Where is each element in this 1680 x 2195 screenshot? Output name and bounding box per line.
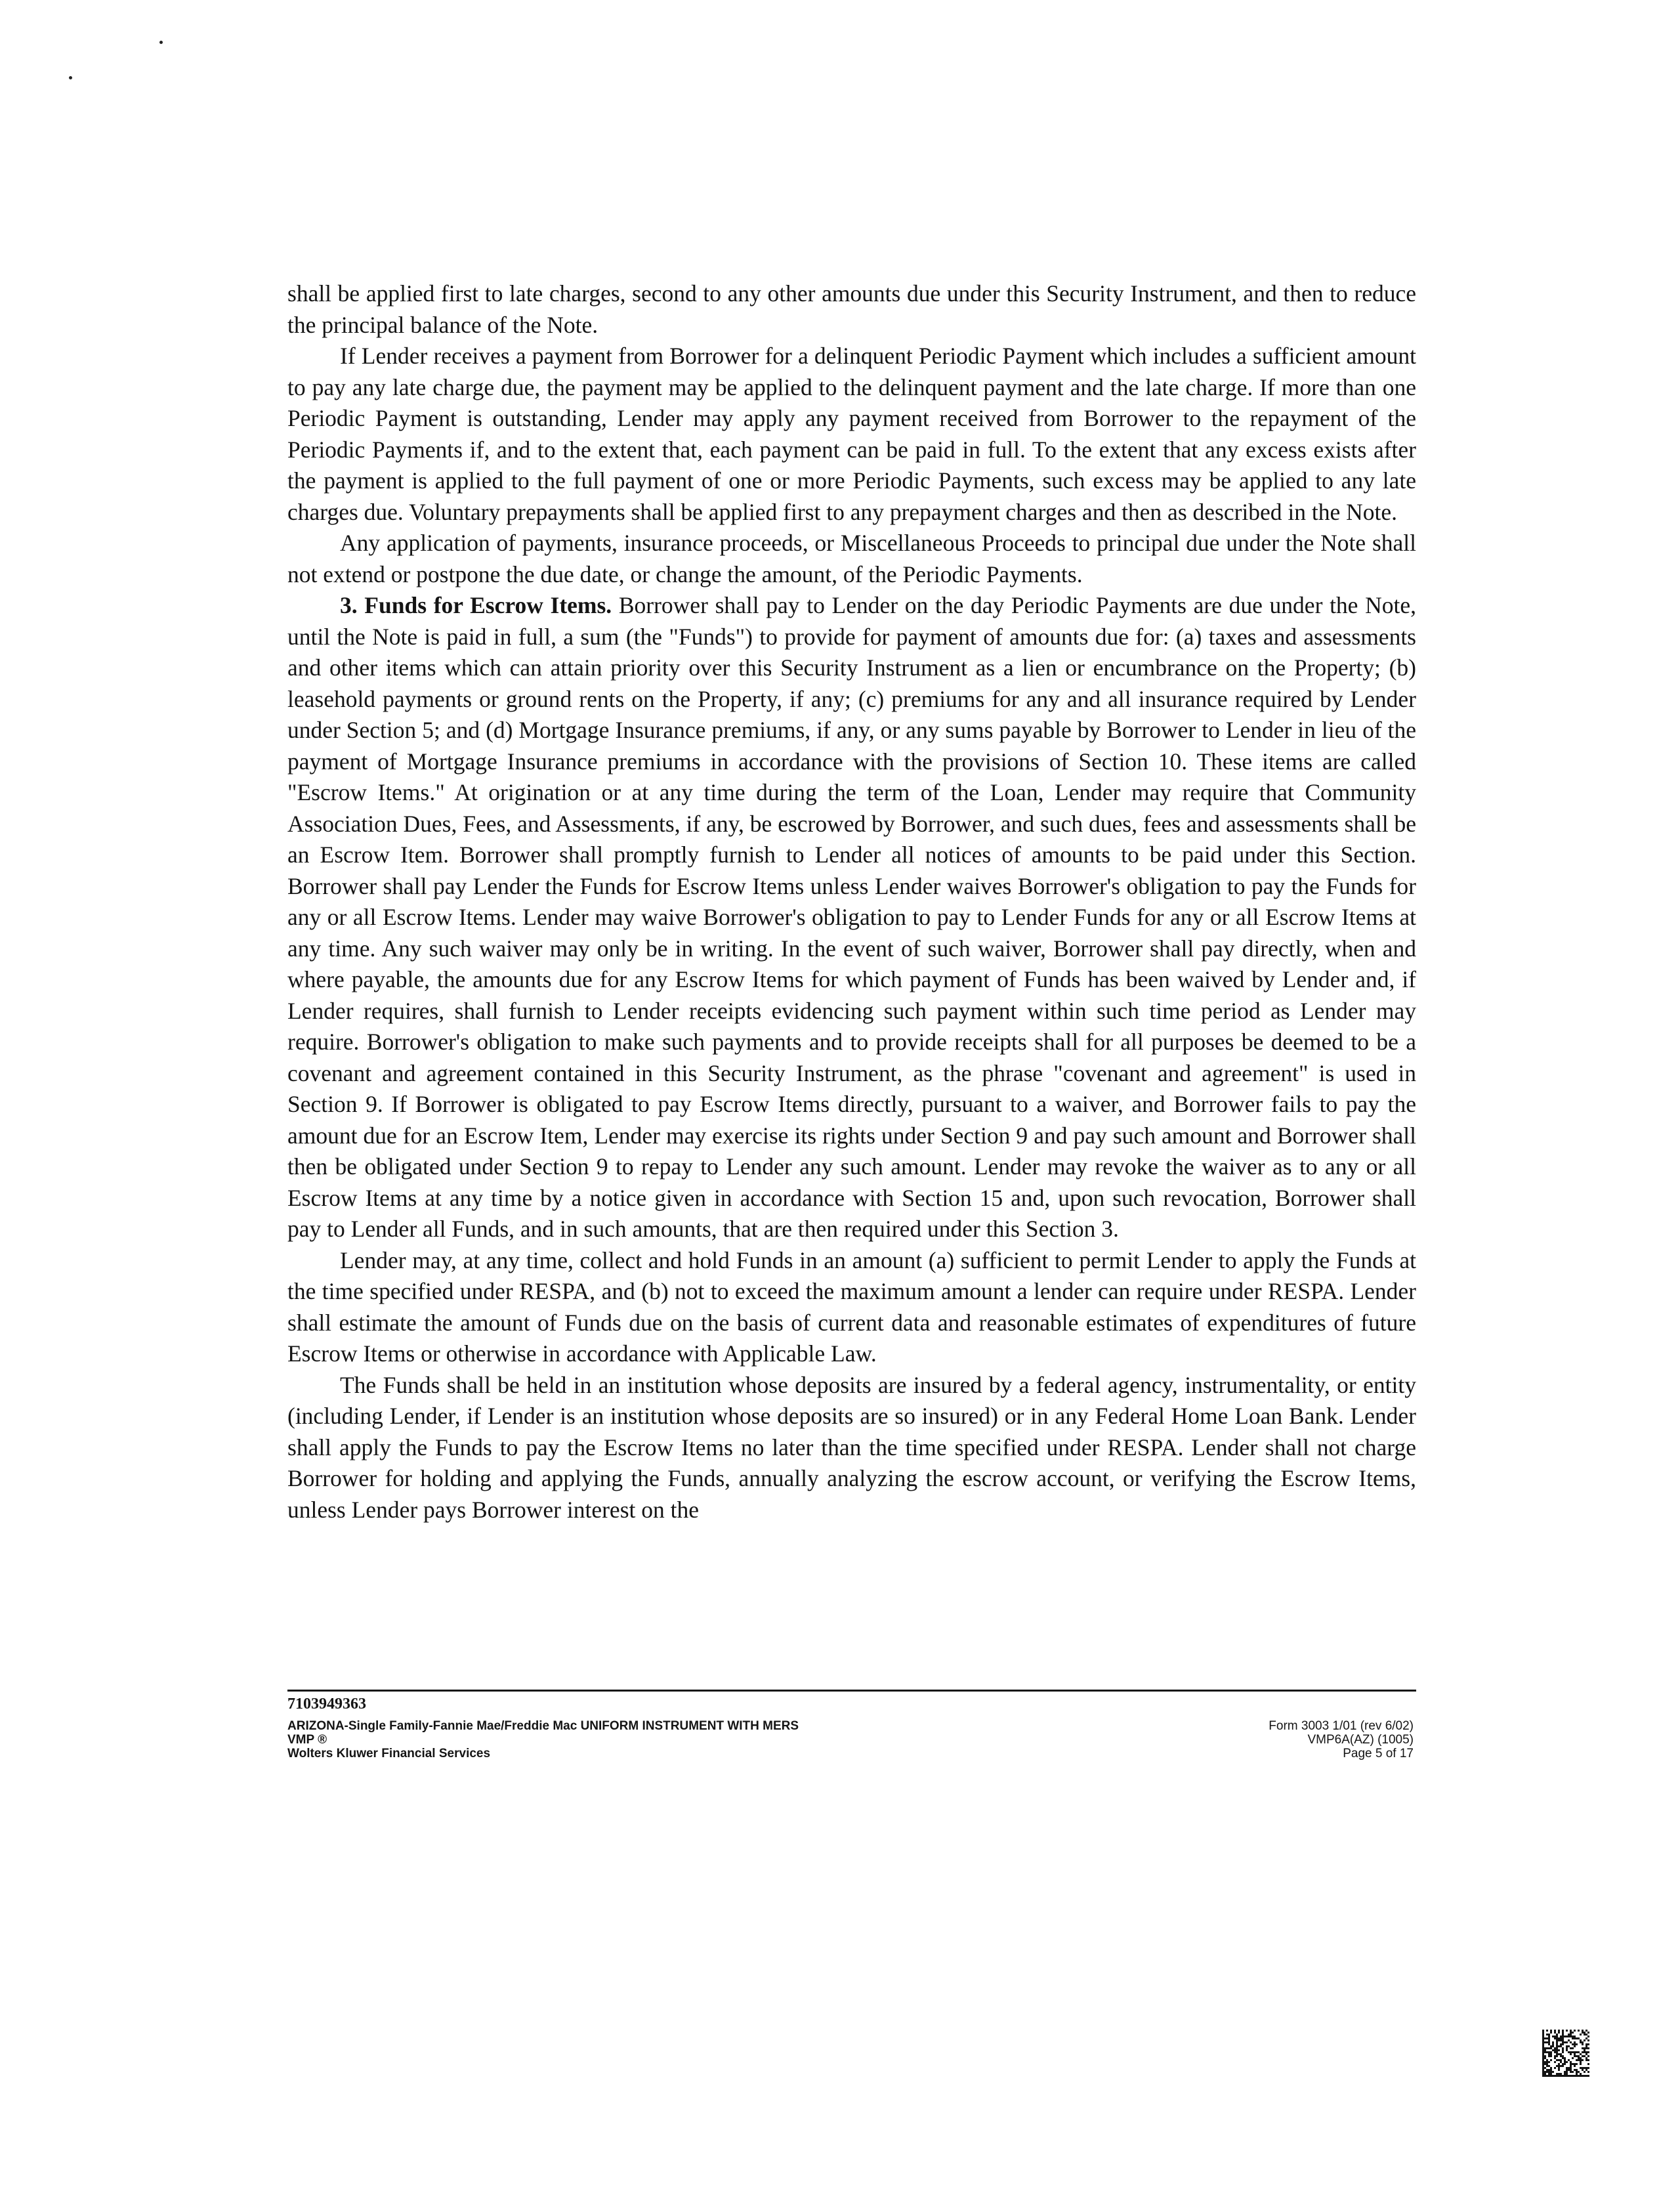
paragraph-text: shall be applied first to late charges, second to any other amounts due under this Security Instrument, and then to reduce the principal balance of the Note. xyxy=(287,280,1416,338)
form-number: Form 3003 1/01 (rev 6/02) xyxy=(1269,1719,1414,1733)
vmp-mark: VMP ® xyxy=(287,1733,327,1747)
paragraph-text: Lender may, at any time, collect and hold Funds in an amount (a) sufficient to permit Lender to apply the Funds at the time specified under RESPA, and (b) not to exceed the maximum amount a lender can require under RESPA. Lender shall estimate the amount of Funds due on the basis of current data and reasonable estimates of expenditures of future Escrow Items or otherwise in accordance with Applicable Law. xyxy=(287,1247,1416,1367)
form-code: VMP6A(AZ) (1005) xyxy=(1307,1733,1414,1747)
section-heading: 3. Funds for Escrow Items. xyxy=(340,592,612,618)
paragraph xyxy=(287,1370,1416,1526)
paragraph xyxy=(287,590,1416,1245)
paragraph xyxy=(287,528,1416,590)
footer-left xyxy=(287,1719,799,1760)
qr-code-icon xyxy=(1542,2030,1589,2077)
footer-right xyxy=(1269,1719,1414,1760)
publisher: Wolters Kluwer Financial Services xyxy=(287,1747,491,1760)
document-body xyxy=(287,278,1416,1525)
paragraph xyxy=(287,1245,1416,1370)
scan-speck xyxy=(159,41,163,44)
footer-divider xyxy=(287,1690,1416,1692)
form-title: ARIZONA-Single Family-Fannie Mae/Freddie Mac UNIFORM INSTRUMENT WITH MERS xyxy=(287,1719,799,1733)
scan-speck xyxy=(69,76,72,79)
paragraph-text: Any application of payments, insurance proceeds, or Miscellaneous Proceeds to principal due under the Note shall not extend or postpone the due date, or change the amount, of the Periodic Payments. xyxy=(287,530,1416,587)
paragraph xyxy=(287,341,1416,528)
page-number: Page 5 of 17 xyxy=(1343,1747,1414,1760)
paragraph-text: If Lender receives a payment from Borrower for a delinquent Periodic Payment which includes a sufficient amount to pay any late charge due, the payment may be applied to the delinquent payment and the late charge. If more than one Periodic Payment is outstanding, Lender may apply any payment received from Borrower to the repayment of the Periodic Payments if, and to the extent that, each payment can be paid in full. To the extent that any excess exists after the payment is applied to the full payment of one or more Periodic Payments, such excess may be applied to any late charges due. Voluntary prepayments shall be applied first to any prepayment charges and then as described in the Note. xyxy=(287,343,1416,525)
paragraph xyxy=(287,278,1416,341)
paragraph-text: The Funds shall be held in an institution whose deposits are insured by a federal agency, instrumentality, or entity (including Lender, if Lender is an institution whose deposits are so insured) or in any Federal Home Loan Bank. Lender shall apply the Funds to pay the Escrow Items no later than the time specified under RESPA. Lender shall not charge Borrower for holding and applying the Funds, annually analyzing the escrow account, or verifying the Escrow Items, unless Lender pays Borrower interest on the xyxy=(287,1371,1416,1523)
page-footer xyxy=(287,1690,1416,1760)
paragraph-text: Borrower shall pay to Lender on the day Periodic Payments are due under the Note, until the Note is paid in full, a sum (the "Funds") to provide for payment of amounts due for: (a) taxes and assessments and other items which can attain priority over this Security Instrument as a lien or encumbrance on the Property; (b) leasehold payments or ground rents on the Property, if any; (c) premiums for any and all insurance required by Lender under Section 5; and (d) Mortgage Insurance premiums, if any, or any sums payable by Borrower to Lender in lieu of the payment of Mortgage Insurance premiums in accordance with the provisions of Section 10. These items are called "Escrow Items." At origination or at any time during the term of the Loan, Lender may require that Community Association Dues, Fees, and Assessments, if any, be escrowed by Borrower, and such dues, fees and assessments shall be an Escrow Item. Borrower shall promptly furnish to Lender all notices of amounts to be paid under this Section. Borrower shall pay Lender the Funds for Escrow Items unless Lender waives Borrower's obligation to pay the Funds for any or all Escrow Items. Lender may waive Borrower's obligation to pay to Lender Funds for any or all Escrow Items at any time. Any such waiver may only be in writing. In the event of such waiver, Borrower shall pay directly, when and where payable, the amounts due for any Escrow Items for which payment of Funds has been waived by Lender and, if Lender requires, shall furnish to Lender receipts evidencing such payment within such time period as Lender may require. Borrower's obligation to make such payments and to provide receipts shall for all purposes be deemed to be a covenant and agreement contained in this Security Instrument, as the phrase "covenant and agreement" is used in Section 9. If Borrower is obligated to pay Escrow Items directly, pursuant to a waiver, and Borrower fails to pay the amount due for an Escrow Item, Lender may exercise its rights under Section 9 and pay such amount and Borrower shall then be obligated under Section 9 to repay to Lender any such amount. Lender may revoke the waiver as to any or all Escrow Items at any time by a notice given in accordance with Section 15 and, upon such revocation, Borrower shall pay to Lender all Funds, and in such amounts, that are then required under this Section 3. xyxy=(287,592,1416,1242)
loan-number: 7103949363 xyxy=(287,1695,366,1713)
